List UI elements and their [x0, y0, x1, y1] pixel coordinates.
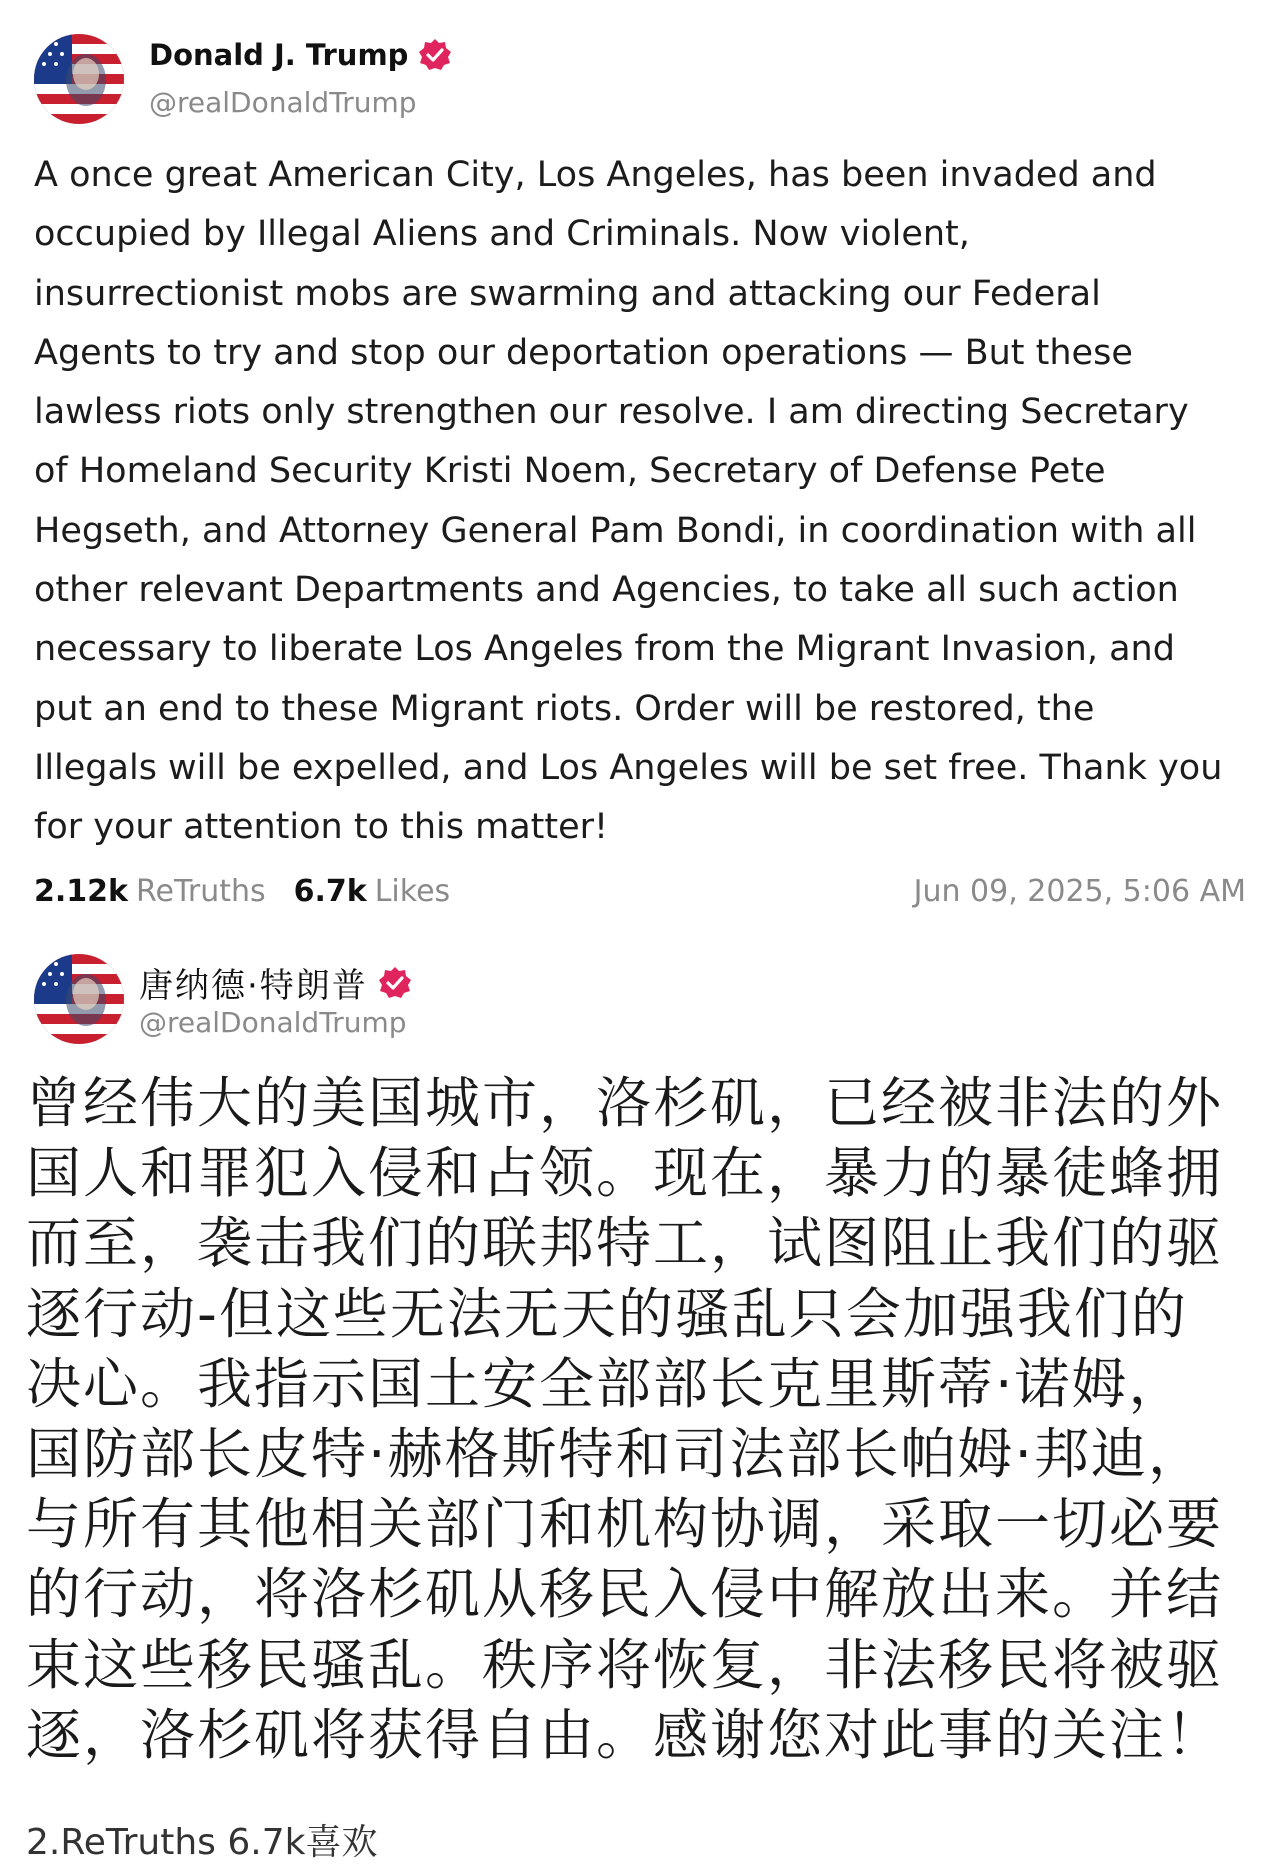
verified-badge-icon: [418, 38, 452, 72]
handle[interactable]: @realDonaldTrump: [149, 86, 417, 119]
likes-count[interactable]: 6.7k: [293, 874, 367, 909]
name-row: [149, 38, 452, 72]
post-chinese: [0, 940, 1280, 1867]
post-stats: 2.ReTruths 6.7k喜欢: [26, 1822, 378, 1863]
verified-badge-icon: [378, 966, 412, 1000]
avatar[interactable]: [34, 34, 124, 124]
avatar-flag-portrait-icon: [34, 34, 124, 124]
post-timestamp[interactable]: Jun 09, 2025, 5:06 AM: [913, 874, 1246, 909]
post-text: 曾经伟大的美国城市，洛杉矶，已经被非法的外 国人和罪犯入侵和占领。现在，暴力的暴徒蜂拥 而至，袭击我们的联邦特工，试图阻止我们的驱 逐行动-但这些无法无天的骚乱只会加强我们的 决心。我指示国土安全部部长克里斯蒂·诺姆， 国防部长皮特·赫格斯特和司法部长帕姆·邦迪， 与所有其他相关部门和机构协调，采取一切必要 的行动，将洛杉矶从移民入侵中解放出来。并结 束这些移民骚乱。秩序将恢复，非法移民将被驱 逐，洛杉矶将获得自由。感谢您对此事的关注！: [26, 1071, 1224, 1767]
retruths-label[interactable]: ReTruths: [135, 874, 266, 909]
display-name[interactable]: Donald J. Trump: [149, 38, 409, 72]
post-stats: [34, 874, 478, 909]
name-row: [139, 958, 412, 1007]
handle[interactable]: @realDonaldTrump: [139, 1006, 407, 1039]
post-text: A once great American City, Los Angeles, has been invaded and occupied by Illegal Aliens and Criminals. Now violent, insurrectionist mobs are swarming and attacking our Federal Agents to try and stop our deportation operations — But these lawless riots only strengthen our resolve. I am directing Secretary of Homeland Security Kristi Noem, Secretary of Defense Pete Hegseth, and Attorney General Pam Bondi, in coordination with all other relevant Departments and Agencies, to take all such action necessary to liberate Los Angeles from the Migrant Invasion, and put an end to these Migrant riots. Order will be restored, the Illegals will be expelled, and Los Angeles will be set free. Thank you for your attention to this matter!: [34, 155, 1223, 848]
likes-label[interactable]: Likes: [374, 874, 451, 909]
avatar[interactable]: [34, 954, 124, 1044]
avatar-flag-portrait-icon: [34, 954, 124, 1044]
display-name[interactable]: 唐纳德·特朗普: [139, 966, 368, 1006]
retruths-count[interactable]: 2.12k: [34, 874, 128, 909]
